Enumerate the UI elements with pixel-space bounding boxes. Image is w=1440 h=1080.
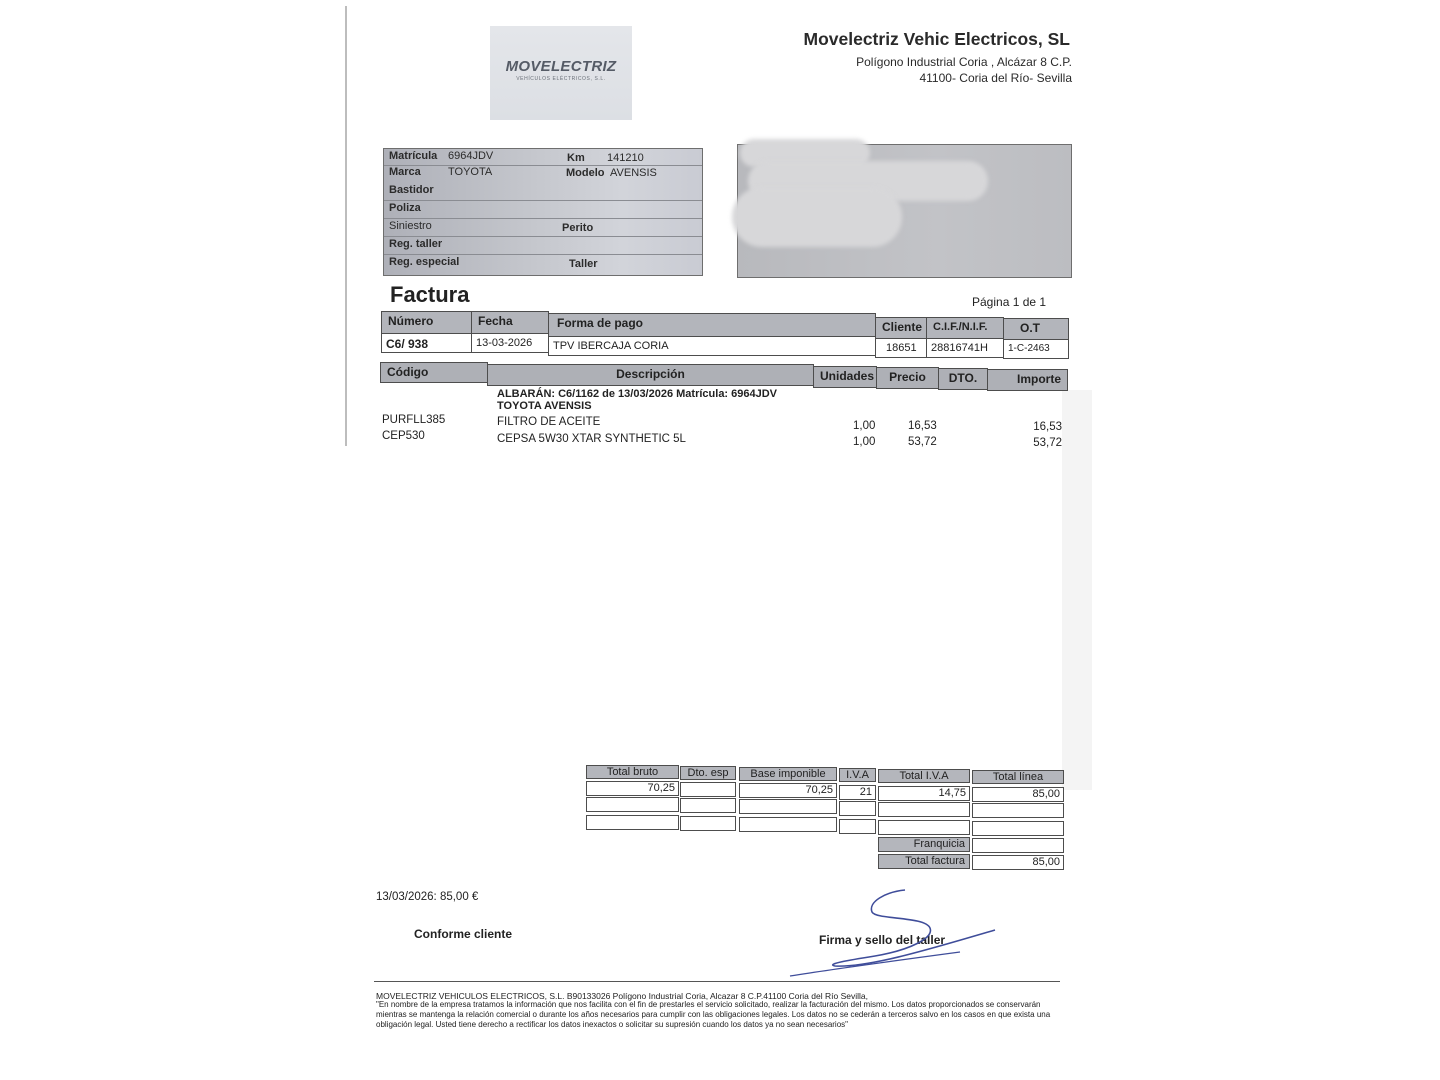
item-code: PURFLL385 bbox=[382, 414, 446, 426]
total-bruto-value: 70,25 bbox=[586, 781, 679, 796]
empty-cell bbox=[680, 816, 736, 831]
logo-text: MOVELECTRIZ bbox=[505, 58, 617, 75]
page-number: Página 1 de 1 bbox=[972, 295, 1047, 309]
importe-header: Importe bbox=[987, 369, 1068, 391]
total-linea-header: Total línea bbox=[972, 770, 1064, 784]
siniestro-label: Siniestro bbox=[389, 220, 432, 232]
dto-header: DTO. bbox=[938, 368, 988, 390]
row-divider bbox=[384, 236, 702, 237]
albaran-vehicle: TOYOTA AVENSIS bbox=[497, 400, 592, 412]
footer-divider bbox=[374, 981, 1060, 982]
empty-cell bbox=[972, 803, 1064, 818]
footer-company: MOVELECTRIZ VEHICULOS ELECTRICOS, S.L. B90133026 Polígono Industrial Coria, Alcazar 8 C.P.41100 Coria del Río Sevilla, bbox=[376, 991, 868, 1001]
descripcion-header: Descripción bbox=[487, 364, 814, 386]
empty-cell bbox=[586, 797, 679, 812]
fecha-header: Fecha bbox=[471, 311, 549, 334]
empty-cell bbox=[839, 801, 876, 816]
numero-header: Número bbox=[381, 311, 472, 334]
franquicia-label: Franquicia bbox=[878, 837, 970, 852]
empty-cell bbox=[878, 820, 970, 835]
cliente-value: 18651 bbox=[875, 338, 927, 358]
address-line-2: 41100- Coria del Río- Sevilla bbox=[919, 71, 1072, 85]
reg-especial-label: Reg. especial bbox=[389, 256, 460, 268]
company-logo bbox=[490, 26, 632, 120]
km-label: Km bbox=[567, 152, 585, 164]
matricula-label: Matrícula bbox=[389, 150, 438, 162]
client-info-box bbox=[737, 144, 1072, 278]
taller-label: Taller bbox=[569, 258, 598, 270]
base-imponible-value: 70,25 bbox=[739, 783, 837, 798]
iva-value: 21 bbox=[839, 785, 876, 800]
empty-cell bbox=[839, 819, 876, 834]
albaran-line: ALBARÁN: C6/1162 de 13/03/2026 Matrícula: 6964JDV bbox=[497, 388, 778, 400]
payment-note: 13/03/2026: 85,00 € bbox=[376, 891, 479, 903]
firma-taller: Firma y sello del taller bbox=[819, 933, 946, 947]
company-name: Movelectriz Vehic Electricos, SL bbox=[803, 29, 1070, 49]
empty-cell bbox=[680, 798, 736, 813]
row-divider bbox=[384, 218, 702, 219]
km-value: 141210 bbox=[607, 152, 644, 164]
signature-icon bbox=[780, 880, 1010, 985]
cif-header: C.I.F./N.I.F. bbox=[926, 317, 1004, 339]
redaction-blur bbox=[732, 187, 902, 247]
item-description: CEPSA 5W30 XTAR SYNTHETIC 5L bbox=[497, 433, 686, 445]
total-iva-header: Total I.V.A bbox=[878, 769, 970, 783]
forma-pago-header: Forma de pago bbox=[548, 313, 876, 337]
modelo-value: AVENSIS bbox=[610, 167, 657, 179]
cif-value: 28816741H bbox=[926, 338, 1004, 358]
invoice-title: Factura bbox=[390, 282, 470, 307]
precio-header: Precio bbox=[876, 367, 939, 389]
codigo-header: Código bbox=[380, 362, 488, 383]
row-divider bbox=[384, 165, 702, 166]
empty-cell bbox=[739, 817, 837, 832]
item-amount: 53,72 bbox=[1033, 437, 1062, 449]
modelo-label: Modelo bbox=[566, 167, 605, 179]
item-units: 1,00 bbox=[853, 420, 876, 432]
total-factura-value: 85,00 bbox=[972, 855, 1064, 870]
footer-legal-text: "En nombre de la empresa tratamos la información que nos facilita con el fin de prestarles el servicio solicitado, realizar la facturación del mismo. Los datos proporcionados se conservarán mientras se mantenga la relación comercial o durante los años necesarios para cumplir con las obligaciones legales. Los datos no se cederán a terceros salvo en los casos en que exista una obligación legal. Usted tiene derecho a rectificar los datos inexactos o solicitar su supresión cuando los datos ya no sean necesarios" bbox=[376, 1000, 1051, 1029]
item-units: 1,00 bbox=[853, 436, 876, 448]
total-linea-value: 85,00 bbox=[972, 787, 1064, 802]
empty-cell bbox=[739, 799, 837, 814]
dto-esp-value bbox=[680, 782, 736, 797]
numero-value: C6/ 938 bbox=[381, 333, 472, 353]
ot-value: 1-C-2463 bbox=[1003, 339, 1069, 359]
dto-esp-header: Dto. esp bbox=[680, 766, 736, 780]
fecha-value: 13-03-2026 bbox=[471, 333, 549, 353]
empty-cell bbox=[586, 815, 679, 830]
matricula-value: 6964JDV bbox=[448, 150, 494, 162]
empty-cell bbox=[972, 821, 1064, 836]
company-address bbox=[856, 54, 1072, 86]
bastidor-label: Bastidor bbox=[389, 184, 434, 196]
base-imponible-header: Base imponible bbox=[739, 767, 837, 781]
row-divider bbox=[384, 254, 702, 255]
ot-header: O.T bbox=[1003, 318, 1069, 340]
item-amount: 16,53 bbox=[1033, 421, 1062, 433]
item-price: 53,72 bbox=[908, 436, 937, 448]
conforme-cliente: Conforme cliente bbox=[414, 927, 513, 941]
empty-cell bbox=[878, 802, 970, 817]
reg-taller-label: Reg. taller bbox=[389, 238, 443, 250]
address-line-1: Polígono Industrial Coria , Alcázar 8 C.P. bbox=[856, 55, 1072, 69]
franquicia-value bbox=[972, 838, 1064, 853]
total-iva-value: 14,75 bbox=[878, 786, 970, 801]
forma-pago-value: TPV IBERCAJA CORIA bbox=[548, 336, 876, 356]
item-description: FILTRO DE ACEITE bbox=[497, 416, 601, 428]
item-price: 16,53 bbox=[908, 420, 937, 432]
marca-value: TOYOTA bbox=[448, 166, 493, 178]
vehicle-info-box bbox=[383, 148, 703, 276]
unidades-header: Unidades bbox=[813, 366, 877, 388]
scan-noise bbox=[1062, 390, 1092, 790]
row-divider bbox=[384, 200, 702, 201]
page-edge bbox=[345, 6, 347, 446]
total-factura-label: Total factura bbox=[878, 854, 970, 869]
logo-subtext: VEHÍCULOS ELÉCTRICOS, S.L. bbox=[516, 76, 606, 82]
total-bruto-header: Total bruto bbox=[586, 765, 679, 779]
perito-label: Perito bbox=[562, 222, 594, 234]
poliza-label: Poliza bbox=[389, 202, 421, 214]
iva-header: I.V.A bbox=[839, 768, 876, 782]
cliente-header: Cliente bbox=[875, 317, 927, 339]
item-code: CEP530 bbox=[382, 430, 425, 442]
marca-label: Marca bbox=[389, 166, 421, 178]
